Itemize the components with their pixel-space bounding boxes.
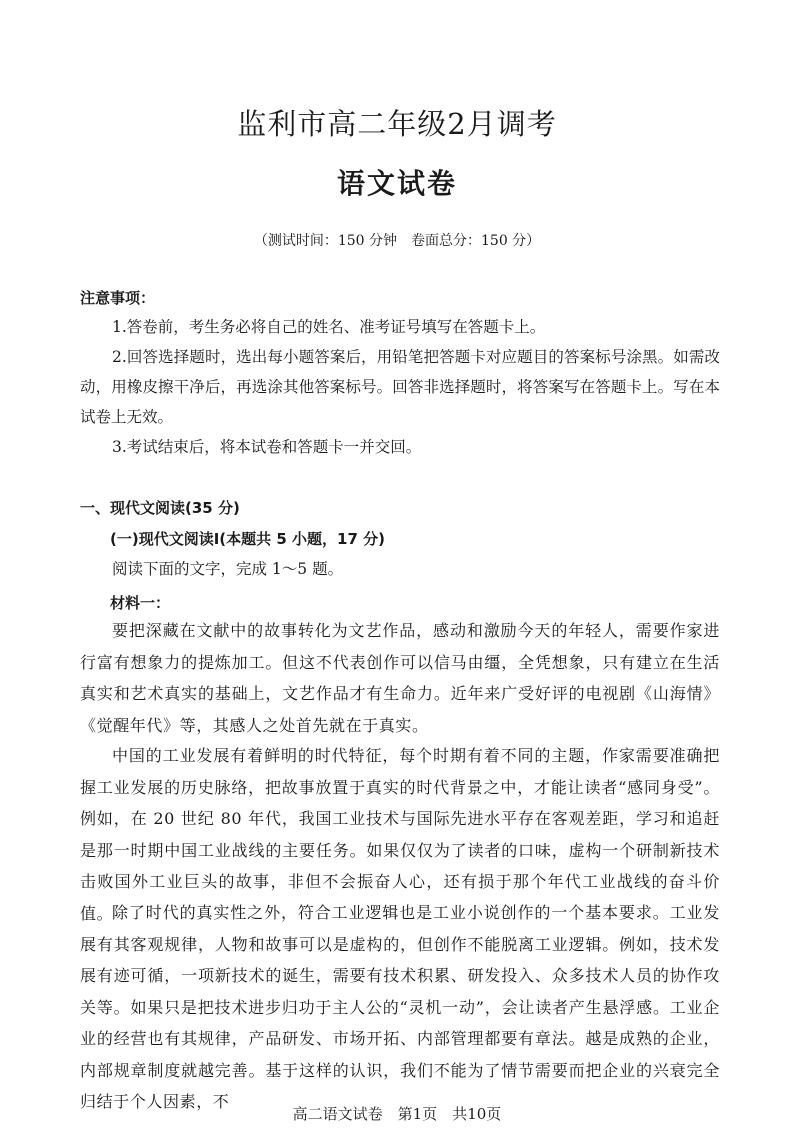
note-item-3: 3.考试结束后，将本试卷和答题卡一并交回。 [112, 438, 422, 456]
notes-heading: 注意事项： [80, 289, 156, 307]
reading-instruction: 阅读下面的文字，完成 1～5 题。 [112, 560, 344, 578]
page-footer: 高二语文试卷 第1页 共10页 [292, 1105, 502, 1123]
body-paragraph-3: 除了时代的真实性之外，符合工业逻辑也是工业小说创作的一个基本要求。工业发展有其客观规律，人物和故事可以是虚构的，但创作不能脱离工业逻辑。例如，技术发展有迹可循，一项新技术的诞生，需要有技术积累、研发投入、众多技术人员的协作攻关等。如果只是把技术进步归功于主人公的“灵机一动”，会让读者产生悬浮感。工业企业的经营也有其规律，产品研发、市场开拓、内部管理都要有章法。越是成熟的企业，内部规章制度就越完善。基于这样的认识，我们不能为了情节需要而把企业的兴衰完全归结于个人因素，不 [80, 903, 720, 1111]
exam-title: 监利市高二年级2月调考 [237, 107, 557, 141]
exam-info: （测试时间：150 分钟 卷面总分：150 分） [253, 233, 541, 249]
body-paragraph-1: 要把深藏在文献中的故事转化为文艺作品，感动和激励今天的年轻人，需要作家进行富有想象力的提炼加工。但这不代表创作可以信马由缰，全凭想象，只有建立在生活真实和艺术真实的基础上，文艺作品才有生命力。近年来广受好评的电视剧《山海情》《觉醒年代》等，其感人之处首先就在于真实。 [80, 621, 720, 735]
subject-title: 语文试卷 [336, 167, 457, 200]
subsection-title: (一)现代文阅读Ⅰ(本题共 5 小题，17 分) [110, 530, 385, 548]
note-item-2: 2.回答选择题时，选出每小题答案后，用铅笔把答题卡对应题目的答案标号涂黑。如需改动，用橡皮擦干净后，再选涂其他答案标号。回答非选择题时，将答案写在答题卡上。写在本试卷上无效。 [80, 348, 720, 426]
note-item-1: 1.答卷前，考生务必将自己的姓名、准考证号填写在答题卡上。 [112, 318, 546, 336]
material-label: 材料一： [110, 594, 171, 612]
body-paragraph-2: 中国的工业发展有着鲜明的时代特征，每个时期有着不同的主题，作家需要准确把握工业发展的历史脉络，把故事放置于真实的时代背景之中，才能让读者“感同身受”。例如，在 20 世纪 80 年代，我国工业技术与国际先进水平存在客观差距，学习和追赶是那一时期中国工业战线的主要任务。如果仅仅为了读者的口味，虚构一个研制新技术击败国外工业巨头的故事，非但不会振奋人心，还有损于那个年代工业战线的奋斗价值。 [80, 746, 720, 923]
section-title: 一、现代文阅读(35 分) [80, 499, 240, 517]
